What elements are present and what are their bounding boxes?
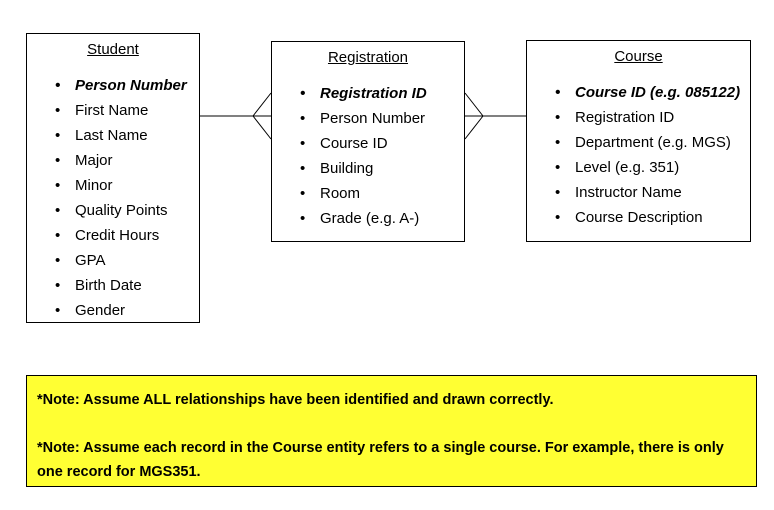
attribute-item: [555, 130, 750, 155]
note-box: [26, 375, 757, 487]
attribute-label: Last Name: [75, 127, 148, 144]
attribute-item: [300, 106, 464, 131]
entity-title: Course: [614, 48, 663, 65]
course-entity: [526, 40, 751, 242]
attribute-item: [300, 81, 464, 106]
attribute-label: Grade (e.g. A-): [320, 210, 420, 227]
attribute-label: Major: [75, 152, 113, 169]
attribute-label: Quality Points: [75, 202, 168, 219]
attribute-label: Building: [320, 160, 374, 177]
attribute-label: Room: [320, 185, 361, 202]
attribute-item: [55, 223, 199, 248]
attribute-label: Credit Hours: [75, 227, 160, 244]
note-spacer: [37, 412, 746, 436]
registration-course-relationship: [465, 93, 526, 139]
bullet: •: [55, 277, 61, 294]
registration-entity: [271, 41, 465, 242]
bullet: •: [555, 184, 561, 201]
attribute-label: First Name: [75, 102, 149, 119]
bullet: •: [300, 210, 306, 227]
attribute-label: Course ID: [320, 135, 388, 152]
bullet: •: [300, 135, 306, 152]
bullet: •: [55, 152, 61, 169]
attribute-label: Registration ID: [575, 109, 675, 126]
attribute-item: [55, 248, 199, 273]
attribute-item: [55, 298, 199, 323]
bullet: •: [555, 109, 561, 126]
bullet: •: [55, 302, 61, 319]
attribute-item: [55, 273, 199, 298]
attribute-item: [55, 198, 199, 223]
attribute-item: [55, 73, 199, 98]
attribute-label: GPA: [75, 252, 106, 269]
attribute-item: [555, 205, 750, 230]
attribute-list: [300, 81, 464, 231]
attribute-list: [555, 80, 750, 230]
attribute-item: [555, 105, 750, 130]
attribute-label: Course Description: [575, 209, 703, 226]
bullet: •: [300, 185, 306, 202]
note-relationships: *Note: Assume ALL relationships have been identified and drawn correctly.: [37, 392, 554, 408]
attribute-label: Instructor Name: [575, 184, 682, 201]
attribute-item: [55, 123, 199, 148]
attribute-label: Registration ID: [320, 85, 427, 102]
attribute-label: Person Number: [75, 77, 187, 94]
attribute-label: Level (e.g. 351): [575, 159, 680, 176]
attribute-item: [300, 156, 464, 181]
attribute-label: Person Number: [320, 110, 426, 127]
attribute-item: [300, 131, 464, 156]
bullet: •: [300, 160, 306, 177]
attribute-item: [555, 180, 750, 205]
attribute-item: [55, 173, 199, 198]
bullet: •: [55, 252, 61, 269]
crows-foot-prong-lower: [253, 116, 271, 139]
bullet: •: [555, 134, 561, 151]
attribute-item: [55, 148, 199, 173]
bullet: •: [55, 227, 61, 244]
crows-foot-prong-upper: [465, 93, 483, 116]
bullet: •: [55, 102, 61, 119]
bullet: •: [55, 127, 61, 144]
attribute-label: Birth Date: [75, 277, 142, 294]
entity-title: Student: [87, 41, 139, 58]
attribute-item: [555, 80, 750, 105]
bullet: •: [300, 110, 306, 127]
bullet: •: [555, 159, 561, 176]
attribute-label: Gender: [75, 302, 126, 319]
note-course-record: *Note: Assume each record in the Course entity refers to a single course. For example, there is only one record for MGS351.: [37, 440, 724, 480]
bullet: •: [55, 77, 61, 94]
crows-foot-prong-lower: [465, 116, 483, 139]
attribute-item: [300, 206, 464, 231]
student-registration-relationship: [200, 93, 271, 139]
bullet: •: [300, 85, 306, 102]
entity-title: Registration: [327, 49, 409, 66]
attribute-label: Department (e.g. MGS): [575, 134, 731, 151]
crows-foot-prong-upper: [253, 93, 271, 116]
bullet: •: [55, 202, 61, 219]
student-entity: [26, 33, 200, 323]
bullet: •: [555, 209, 561, 226]
attribute-label: Minor: [75, 177, 113, 194]
attribute-list: [55, 73, 199, 323]
attribute-item: [300, 181, 464, 206]
attribute-item: [55, 98, 199, 123]
attribute-item: [555, 155, 750, 180]
attribute-label: Course ID (e.g. 085122): [575, 84, 741, 101]
bullet: •: [55, 177, 61, 194]
bullet: •: [555, 84, 561, 101]
